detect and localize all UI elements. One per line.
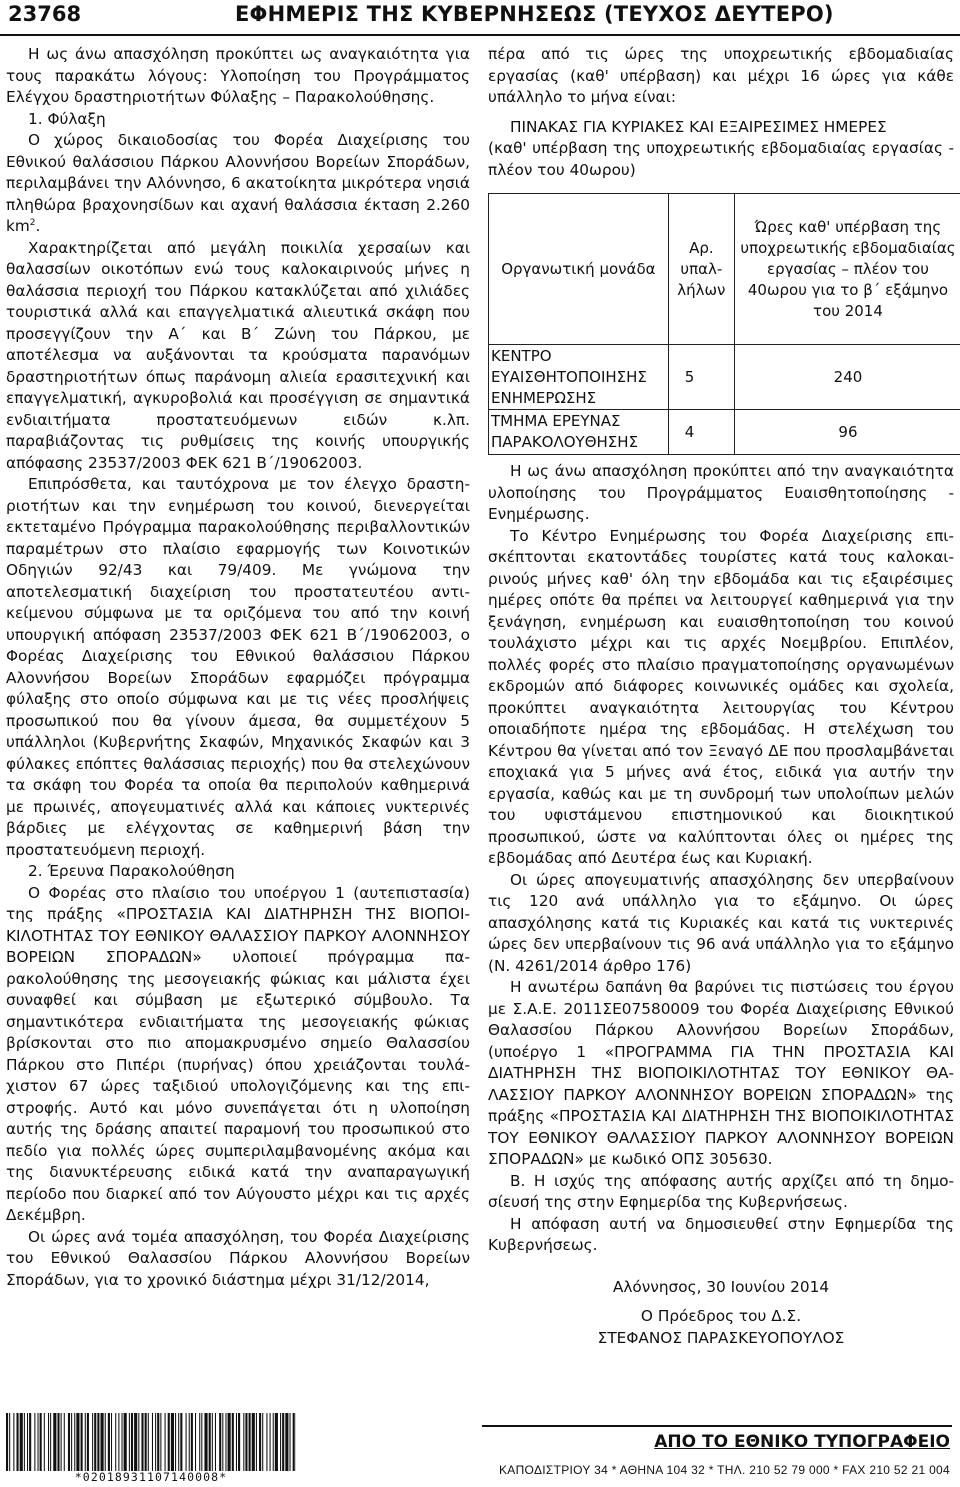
paragraph: Επιπρόσθετα, και ταυτόχρονα με τον έλεγχο δραστηριοτήτων και την ενημέρωση του κοινού, διενεργείται εκτεταμένο Πρόγραμμα παρακολούθησης περιβαλλοντικών παραμέτρων στο πλαίσιο εφαρμογής των Κοινοτικών Οδηγιών 92/43 και 79/409. Με γνώμονα την αποτελεσματική διαχείριση του προστατευτέου αντικείμενου σύμφωνα με τα οριζόμενα του από την κοινή υπουργική απόφαση 23537/2003 ΦΕΚ 621 Β΄/19062003, ο Φορέας Διαχείρισης του Εθνικού θαλάσσιου Πάρκου Αλοννήσου Βορείων Σποράδων εφαρμόζει πρόγραμμα φύλαξης στο οποίο σύμφωνα και με τις νέες προσλήψεις προσωπικού που θα γίνουν άμεσα, θα συμμετέχουν 5 υπάλληλοι (Κυβερνήτης Σκαφών, Μηχανικός Σκαφών και 3 φύλακες επόπτες θαλάσσιας περιοχής) που θα στελεχώνουν τα σκάφη του Φορέα τα οποία θα περιπολούν καθημερινά με πρωινές, απογευματινές αλλά και κάποιες νυκτερινές βάρδιες με ελέγχοντας σε καθημερινή βάση την προστατευόμενη περιοχή. bbox=[6, 475, 470, 859]
paragraph: Χαρακτηρίζεται από μεγάλη ποικιλία χερσαίων και θαλασσίων οικοτόπων ενώ τους καλοκαιρινούς μήνες η θαλάσσια περιοχή του Πάρκου κατακλύζεται από χιλιάδες τουριστικά αλλά και επαγγελματικά αλιευτικά σκάφη που προσεγγίζουν την Α΄ και Β΄ Ζώνη του Πάρκου, με αποτέλεσμα να αυξάνονται τα κρούσματα παρανόμων δραστηριοτήτων όπως παράνομη αλιεία ερασιτεχνική και επαγγελματική, αγκυροβολιά και προσέγγιση σε σημαντικά ενδιαιτήματα προστατευόμενων ειδών κ.λπ. παραβιάζοντας τις ρυθμίσεις της κοινής υπουργικής απόφασης 23537/2003 ΦΕΚ 621 Β΄/19062003. bbox=[6, 238, 470, 472]
barcode-bar bbox=[238, 1413, 240, 1471]
barcode-bar bbox=[282, 1413, 284, 1471]
barcode-bar bbox=[245, 1413, 247, 1471]
barcode-bar bbox=[13, 1413, 14, 1471]
page-number: 23768 bbox=[8, 2, 82, 26]
left-column bbox=[6, 44, 470, 1291]
barcode-bar bbox=[165, 1413, 166, 1471]
barcode-bar bbox=[24, 1413, 25, 1471]
section-heading-research: 2. Έρευνα Παρακολούθηση bbox=[28, 862, 235, 880]
barcode-bar bbox=[189, 1413, 190, 1471]
barcode-bar bbox=[266, 1413, 267, 1471]
barcode-bar bbox=[225, 1413, 226, 1471]
paragraph: Β. Η ισχύς της απόφασης αυτής αρχίζει από τη δημοσίευσή της στην Εφημερίδα της Κυβερνήσεως. bbox=[488, 1171, 954, 1211]
barcode-bar bbox=[61, 1413, 62, 1471]
overtime-table bbox=[488, 193, 960, 455]
paragraph: Η ως άνω απασχόληση προκύπτει ως αναγκαιότητα για τους παρακάτω λόγους: Υλοποίηση του Προγράμματος Ελέγχου δραστηριοτήτων Φύλαξης – Παρακολούθησης. bbox=[6, 45, 470, 106]
barcode-bar bbox=[155, 1413, 156, 1471]
barcode-bar bbox=[85, 1413, 86, 1471]
barcode-bar bbox=[76, 1413, 79, 1471]
barcode-bar bbox=[285, 1413, 288, 1471]
signer-role: Ο Πρόεδρος του Δ.Σ. bbox=[640, 1307, 802, 1325]
barcode-bar bbox=[57, 1413, 59, 1471]
paragraph: Η ανωτέρω δαπάνη θα βαρύνει τις πιστώσεις του έργου με Σ.Α.Ε. 2011ΣΕ07580009 του Φορέα Διαχείρισης Εθνικού Θαλασσίου Πάρκου Αλοννήσου Βορείων Σποράδων, (υποέργο 1 «ΠΡΟΓΡΑΜΜΑ ΓΙΑ ΤΗΝ ΠΡΟΣΤΑΣΙΑ ΚΑΙ ΔΙΑΤΗΡΗΣΗ ΤΗΣ ΒΙΟΠΟΙΚΙΛΟΤΗΤΑΣ ΤΟΥ ΕΘΝΙΚΟΥ ΘΑΛΑΣΣΙΟΥ ΠΑΡΚΟΥ ΑΛΟΝΝΗΣΟΥ ΒΟΡΕΙΩΝ ΣΠΟΡΑΔΩΝ» της πράξης «ΠΡΟΣΤΑΣΙΑ ΚΑΙ ΔΙΑΤΗΡΗΣΗ ΤΗΣ ΒΙΟΠΟΙΚΙΛΟΤΗΤΑΣ ΤΟΥ ΕΘΝΙΚΟΥ ΘΑΛΑΣΣΙΟΥ ΠΑΡΚΟΥ ΑΛΟΝΝΗΣΟΥ ΒΟΡΕΙΩΝ ΣΠΟΡΑΔΩΝ» με κωδικό ΟΠΣ 305630. bbox=[488, 978, 954, 1168]
barcode-bar bbox=[92, 1413, 93, 1471]
paragraph-text: Ο χώρος δικαιοδοσίας του Φορέα Διαχείρισης του Εθνικού θαλάσσιου Πάρκου Αλοννήσου Βορείων Σποράδων, περιλαμβάνει την Αλόννησο, 6 ακατοίκητα μικρότερα νησιά πληθώρα βραχονησίδων και αχανή θαλάσσια έκταση 2.260 km bbox=[6, 131, 470, 235]
barcode-image bbox=[6, 1413, 296, 1471]
barcode-bar bbox=[219, 1413, 221, 1471]
barcode-bar bbox=[212, 1413, 213, 1471]
barcode-bar bbox=[222, 1413, 223, 1471]
gazette-title: ΕΦΗΜΕΡΙΣ ΤΗΣ ΚΥΒΕΡΝΗΣΕΩΣ (ΤΕΥΧΟΣ ΔΕΥΤΕΡΟ) bbox=[235, 2, 834, 26]
cell-unit: ΚΕΝΤΡΟ ΕΥΑΙΣΘΗΤΟΠΟΙΗΣΗΣ ΕΝΗΜΕΡΩΣΗΣ bbox=[489, 345, 669, 410]
barcode-bar bbox=[252, 1413, 255, 1471]
place-date: Αλόννησος, 30 Ιουνίου 2014 bbox=[612, 1277, 830, 1296]
barcode-bar bbox=[199, 1413, 200, 1471]
barcode-bar bbox=[81, 1413, 83, 1471]
barcode-bar bbox=[290, 1413, 291, 1471]
header-employees: Αρ. υπαλλήλων bbox=[668, 194, 734, 345]
table-row bbox=[489, 410, 960, 455]
barcode-bar bbox=[236, 1413, 237, 1471]
cell-unit: ΤΜΗΜΑ ΕΡΕΥΝΑΣ ΠΑΡΑΚΟΛΟΥΘΗΣΗΣ bbox=[489, 410, 669, 455]
barcode-bar bbox=[118, 1413, 119, 1471]
barcode-bar bbox=[29, 1413, 31, 1471]
barcode-bar bbox=[64, 1413, 65, 1471]
barcode-digits: *02018931107140008* bbox=[74, 1470, 228, 1484]
barcode-bar bbox=[68, 1413, 70, 1471]
barcode-bar bbox=[34, 1413, 35, 1471]
barcode-bar bbox=[180, 1413, 182, 1471]
signer-name: ΣΤΕΦΑΝΟΣ ΠΑΡΑΣΚΕΥΟΠΟΥΛΟΣ bbox=[597, 1328, 845, 1347]
barcode-bar bbox=[293, 1413, 295, 1471]
cell-employees: 4 bbox=[668, 410, 734, 455]
printer-name: ΑΠΟ ΤΟ ΕΘΝΙΚΟ ΤΥΠΟΓΡΑΦΕΙΟ bbox=[654, 1432, 950, 1452]
barcode-bar bbox=[171, 1413, 174, 1471]
table-row bbox=[489, 345, 960, 410]
barcode-bar bbox=[53, 1413, 56, 1471]
barcode-bar bbox=[148, 1413, 149, 1471]
superscript: 2 bbox=[29, 217, 36, 228]
barcode-bar bbox=[204, 1413, 207, 1471]
barcode-bar bbox=[141, 1413, 143, 1471]
barcode-bar bbox=[243, 1413, 244, 1471]
barcode-bar bbox=[232, 1413, 234, 1471]
barcode-bar bbox=[124, 1413, 127, 1471]
cell-employees: 5 bbox=[668, 345, 734, 410]
barcode-bar bbox=[111, 1413, 112, 1471]
table-title: ΠΙΝΑΚΑΣ ΓΙΑ ΚΥΡΙΑΚΕΣ ΚΑΙ ΕΞΑΙΡΕΣΙΜΕΣ ΗΜΕΡΕΣ bbox=[510, 117, 887, 136]
cell-hours: 96 bbox=[734, 410, 960, 455]
header-hours: Ώρες καθ' υπέρβαση της υποχρεωτικής εβδομαδιαίας εργασίας – πλέον του 40ωρου για το β΄ εξάμηνο του 2014 bbox=[734, 194, 960, 345]
footer-divider bbox=[482, 1425, 952, 1427]
barcode-bar bbox=[50, 1413, 51, 1471]
barcode-bar bbox=[115, 1413, 116, 1471]
barcode-bar bbox=[259, 1413, 261, 1471]
table-subtitle: (καθ' υπέρβαση της υποχρεωτικής εβδομαδιαίας εργασίας πλέον του 40ωρου) bbox=[488, 139, 954, 179]
barcode-bar bbox=[44, 1413, 45, 1471]
section-heading-surveillance: 1. Φύλαξη bbox=[28, 109, 106, 128]
barcode-bar bbox=[131, 1413, 133, 1471]
paragraph-text: . bbox=[35, 217, 41, 235]
barcode-bar bbox=[105, 1413, 106, 1471]
barcode-bar bbox=[195, 1413, 196, 1471]
barcode-bar bbox=[94, 1413, 96, 1471]
barcode-bar bbox=[275, 1413, 278, 1471]
paragraph: Οι ώρες απογευματινής απασχόλησης δεν υπερβαίνουν τις 120 ανά υπάλληλο για το εξάμηνο. Οι ώρες απασχόλησης κατά τις Κυριακές και κατά τις νυκτερινές ώρες δεν υπερβαίνουν τις 96 ανά υπάλληλο για το εξάμηνο (Ν. 4261/2014 άρθρο 176) bbox=[488, 870, 954, 975]
paragraph: Οι ώρες ανά τομέα απασχόληση, του Φορέα Διαχείρισης του Εθνικού Θαλασσίου Πάρκου Αλοννήσου Βορείων Σποράδων, για το χρονικό διάστημα μέχρι 31/12/2014, bbox=[6, 1227, 470, 1289]
paragraph: πέρα από τις ώρες της υποχρεωτικής εβδομαδιαίας εργασίας (καθ' υπέρβαση) και μέχρι 16 ώρες για κάθε υπάλληλο το μήνα είναι: bbox=[488, 45, 954, 106]
barcode-bar bbox=[160, 1413, 161, 1471]
barcode-bar bbox=[6, 1413, 8, 1471]
paragraph: Η ως άνω απασχόληση προκύπτει από την αναγκαιότητα υλοποίησης του Προγράμματος Ευαισθητοποίησης Ενημέρωσης. bbox=[488, 462, 954, 523]
barcode-bar bbox=[157, 1413, 159, 1471]
barcode-bar bbox=[186, 1413, 187, 1471]
printer-address: ΚΑΠΟΔΙΣΤΡΙΟΥ 34 * ΑΘΗΝΑ 104 32 * ΤΗΛ. 210 52 79 000 * FAX 210 52 21 004 bbox=[498, 1463, 950, 1477]
cell-hours: 240 bbox=[734, 345, 960, 410]
barcode-bar bbox=[168, 1413, 170, 1471]
paragraph: Ο Φορέας στο πλαίσιο του υποέργου 1 (αυτεπιστασία) της πράξης «ΠΡΟΣΤΑΣΙΑ ΚΑΙ ΔΙΑΤΗΡΗΣΗ ΤΗΣ ΒΙΟΠΟΙΚΙΛΟΤΗΤΑΣ ΤΟΥ ΕΘΝΙΚΟΥ ΘΑΛΑΣΣΙΟΥ ΠΑΡΚΟΥ ΑΛΟΝΝΗΣΟΥ ΒΟΡΕΙΩΝ ΣΠΟΡΑΔΩΝ» υλοποιεί πρόγραμμα παρακολούθησης της μεσογειακής φώκιας και μάλιστα έχει συναφθεί και σύμβαση με εξωτερικό σύμβουλο. Τα σημαντικότερα ενδιαιτήματα της μεσογειακής φώκιας βρίσκονται στο πιο απομακρυσμένο σημείο Θαλασσίου Πάρκου στο Πιπέρι (πυρήνας) όπου χρειάζονται τουλάχιστον 67 ώρες ταξιδιού υπολογιζόμενης και της επιστροφής. Αυτό και μόνο συνεπάγεται ότι η υλοποίηση αυτής της δράσης απαιτεί παραμονή του προσωπικού στο πεδίο για πολλές ώρες συμπεριλαμβανομένης ακόμα και της διανυκτέρευσης ειδικά κατά την αναπαραγωγική περίοδο που διαρκεί από τον Αύγουστο μέχρι και τις αρχές Δεκέμβρη. bbox=[6, 883, 470, 1224]
barcode-bar bbox=[270, 1413, 271, 1471]
paragraph: Η απόφαση αυτή να δημοσιευθεί στην Εφημερίδα της Κυβερνήσεως. bbox=[488, 1214, 954, 1254]
barcode-bar bbox=[9, 1413, 10, 1471]
barcode-bar bbox=[122, 1413, 123, 1471]
page-header bbox=[0, 0, 960, 34]
barcode-bar bbox=[71, 1413, 72, 1471]
paragraph: Το Κέντρο Ενημέρωσης του Φορέα Διαχείρισης επισκέπτονται εκατοντάδες τουρίστες κατά τους καλοκαιρινούς μήνες καθ' όλη την εβδομάδα και τις εξαιρέσιμες ημέρες οπότε θα πρέπει να λειτουργεί καθημερινά για την ξενάγηση, ενημέρωση και ευαισθητοποίηση του κοινού τουλάχιστο μέχρι και τις αρχές Νοεμβρίου. Επιπλέον, πολλές φορές στο πλαίσιο πραγματοποίησης οργανωμένων εκδρομών από διάφορες κοινωνικές ομάδες και σχολεία, προκύπτει αναγκαιότητα λειτουργίας του Κέντρου οποιαδήποτε ημέρα της εβδομάδας. Η στελέχωση του Κέντρου θα γίνεται από τον Ξεναγό ΔΕ που προσλαμβάνεται εποχιακά για 5 μήνες ανά έτος, ειδικά για αυτήν την εργασία, καθώς και με τη συνδρομή των υπολοίπων μελών του υφιστάμενου επιστημονικού και διοικητικού προσωπικού, ώστε να καλύπτονται όλες οι ημέρες της εβδομάδας από Δευτέρα έως και Κυριακή. bbox=[488, 526, 954, 867]
barcode-bar bbox=[134, 1413, 137, 1471]
barcode-bar bbox=[273, 1413, 274, 1471]
barcode-bar bbox=[280, 1413, 281, 1471]
barcode-bar bbox=[40, 1413, 42, 1471]
barcode-bar bbox=[27, 1413, 28, 1471]
barcode-bar bbox=[262, 1413, 263, 1471]
barcode-bar bbox=[191, 1413, 193, 1471]
barcode-bar bbox=[48, 1413, 49, 1471]
header-unit: Οργανωτική μονάδα bbox=[489, 194, 669, 345]
table-header-row bbox=[489, 194, 960, 345]
barcode-bar bbox=[215, 1413, 216, 1471]
barcode-bar bbox=[256, 1413, 257, 1471]
barcode-bar bbox=[129, 1413, 130, 1471]
barcode-bar bbox=[228, 1413, 231, 1471]
barcode-bar bbox=[145, 1413, 147, 1471]
barcode-bar bbox=[152, 1413, 153, 1471]
barcode-bar bbox=[87, 1413, 89, 1471]
barcode-bar bbox=[209, 1413, 211, 1471]
barcode-bar bbox=[249, 1413, 251, 1471]
barcode-bar bbox=[101, 1413, 104, 1471]
barcode-bar bbox=[175, 1413, 176, 1471]
barcode-bar bbox=[138, 1413, 139, 1471]
barcode-bar bbox=[108, 1413, 110, 1471]
barcode-bar bbox=[201, 1413, 202, 1471]
barcode-bar bbox=[178, 1413, 179, 1471]
barcode-bar bbox=[20, 1413, 23, 1471]
barcode-bar bbox=[38, 1413, 39, 1471]
barcode-bar bbox=[74, 1413, 75, 1471]
barcode-bar bbox=[97, 1413, 99, 1471]
paragraph bbox=[6, 130, 470, 238]
header-divider bbox=[0, 34, 960, 36]
barcode-bar bbox=[17, 1413, 19, 1471]
right-column bbox=[488, 44, 954, 1349]
